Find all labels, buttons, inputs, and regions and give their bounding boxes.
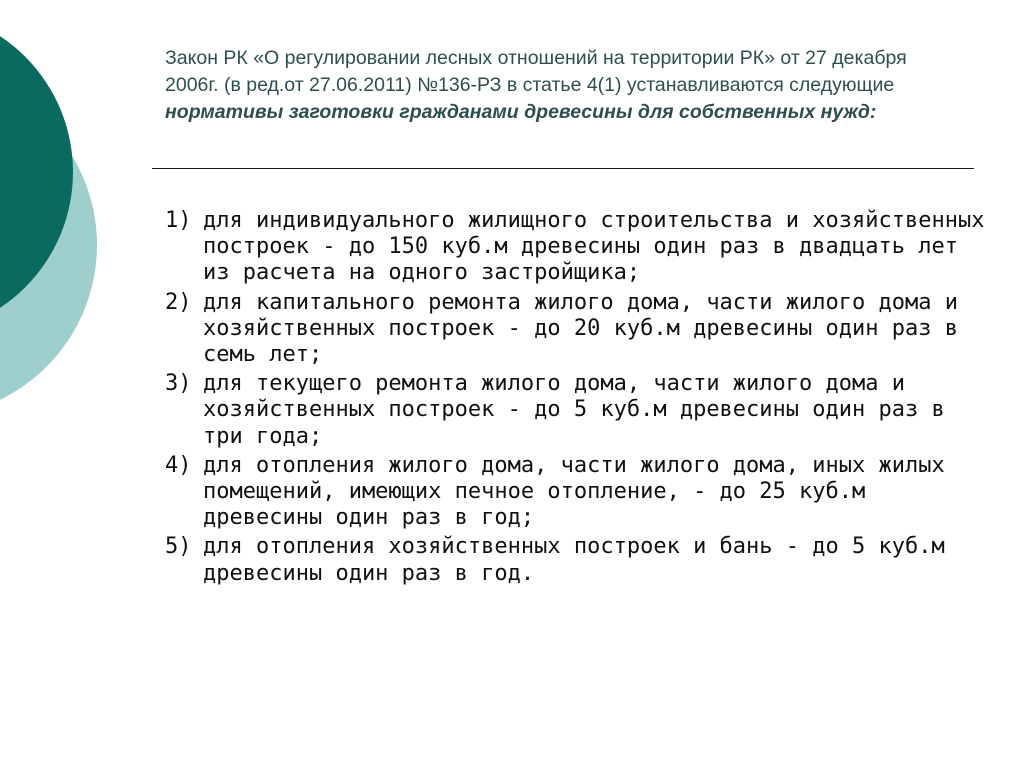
list-item-number: 3) (165, 371, 192, 397)
list-item-text: для отопления хозяйственных построек и бань - до 5 куб.м древесины один раз в год. (203, 534, 945, 586)
list-item-number: 5) (165, 534, 192, 560)
list-item-text: для текущего ремонта жилого дома, части жилого дома и хозяйственных построек - до 5 куб.м древесины один раз в три года; (203, 371, 945, 449)
list-item-text: для отопления жилого дома, части жилого дома, иных жилых помещений, имеющих печное отопление, - до 25 куб.м древесины один раз в год; (203, 452, 945, 531)
list-item-number: 1) (165, 208, 192, 233)
norms-list (165, 208, 985, 590)
list-item (165, 208, 985, 287)
list-item (165, 534, 985, 586)
title-divider (152, 168, 974, 169)
title-emphasis-text: нормативы заготовки гражданами древесины для собственных нужд: (165, 101, 877, 123)
list-item-number: 4) (165, 452, 192, 478)
list-item (165, 371, 985, 450)
list-item (165, 453, 985, 532)
slide-title (165, 45, 965, 126)
title-plain-text: Закон РК «О регулировании лесных отношений на территории РК» от 27 декабря 2006г. (в ред.от 27.06.2011) №136-РЗ в статье 4(1) устанавливаются следующие (165, 47, 907, 96)
decorative-circles (0, 0, 140, 420)
list-item-text: для капитального ремонта жилого дома, части жилого дома и хозяйственных построек - до 20 куб.м древесины один раз в семь лет; (203, 289, 958, 368)
list-item-number: 2) (165, 289, 192, 315)
list-item (165, 290, 985, 369)
list-item-text: для индивидуального жилищного строительства и хозяйственных построек - до 150 куб.м древесины один раз в двадцать лет из расчета на одного застройщика; (203, 208, 985, 286)
